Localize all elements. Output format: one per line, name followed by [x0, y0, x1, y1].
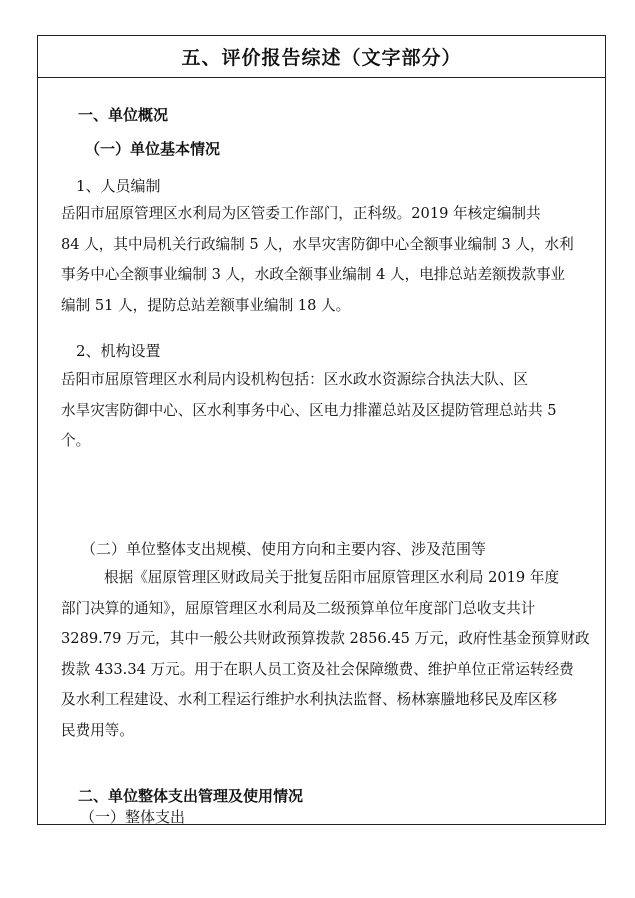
- section2-heading: 二、单位整体支出管理及使用情况: [78, 787, 304, 805]
- paragraph-line: 个。: [61, 432, 91, 449]
- paragraph-line: 3289.79 万元，其中一般公共财政预算拨款 2856.45 万元，政府性基金预算财政: [61, 630, 590, 647]
- paragraph-line: 根据《屈原管理区财政局关于批复岳阳市屈原管理区水利局 2019 年度: [104, 569, 560, 586]
- section1-sub2-heading: （二）单位整体支出规模、使用方向和主要内容、涉及范围等: [81, 540, 487, 558]
- item1-heading: 1、人员编制: [76, 177, 161, 195]
- section2-sub1-heading: （一）整体支出: [80, 808, 186, 826]
- paragraph-line: 及水利工程建设、水利工程运行维护水利执法监督、杨林寨螣地移民及库区移: [61, 691, 558, 708]
- paragraph-line: 部门决算的通知》，屈原管理区水利局及二级预算单位年度部门总收支共计: [61, 599, 536, 617]
- item2-paragraph: [61, 365, 557, 457]
- paragraph-line: 岳阳市屈原管理区水利局内设机构包括：区水政水资源综合执法大队、区: [61, 371, 529, 388]
- paragraph-line: 拨款 433.34 万元。用于在职人员工资及社会保障缴费、维护单位正常运转经费: [61, 660, 574, 678]
- section1-sub1-heading: （一）单位基本情况: [85, 140, 221, 158]
- paragraph-line: 84 人，其中局机关行政编制 5 人，水旱灾害防御中心全额事业编制 3 人，水利: [61, 235, 574, 253]
- page-title: 五、评价报告综述（文字部分）: [181, 47, 462, 69]
- paragraph-line: 岳阳市屈原管理区水利局为区管委工作部门，正科级。2019 年核定编制共: [61, 205, 541, 222]
- paragraph-line: 民费用等。: [61, 721, 134, 739]
- title-row: [38, 36, 605, 78]
- item1-paragraph: [61, 199, 574, 321]
- section1-heading: 一、单位概况: [78, 106, 169, 124]
- sub2-paragraph: [61, 563, 590, 746]
- paragraph-line: 事务中心全额事业编制 3 人，水政全额事业编制 4 人，电排总站差额拨款事业: [61, 266, 566, 283]
- paragraph-line: 编制 51 人，提防总站差额事业编制 18 人。: [61, 296, 351, 314]
- item2-heading: 2、机构设置: [76, 342, 161, 360]
- paragraph-line: 水旱灾害防御中心、区水利事务中心、区电力排灌总站及区提防管理总站共 5: [61, 401, 557, 419]
